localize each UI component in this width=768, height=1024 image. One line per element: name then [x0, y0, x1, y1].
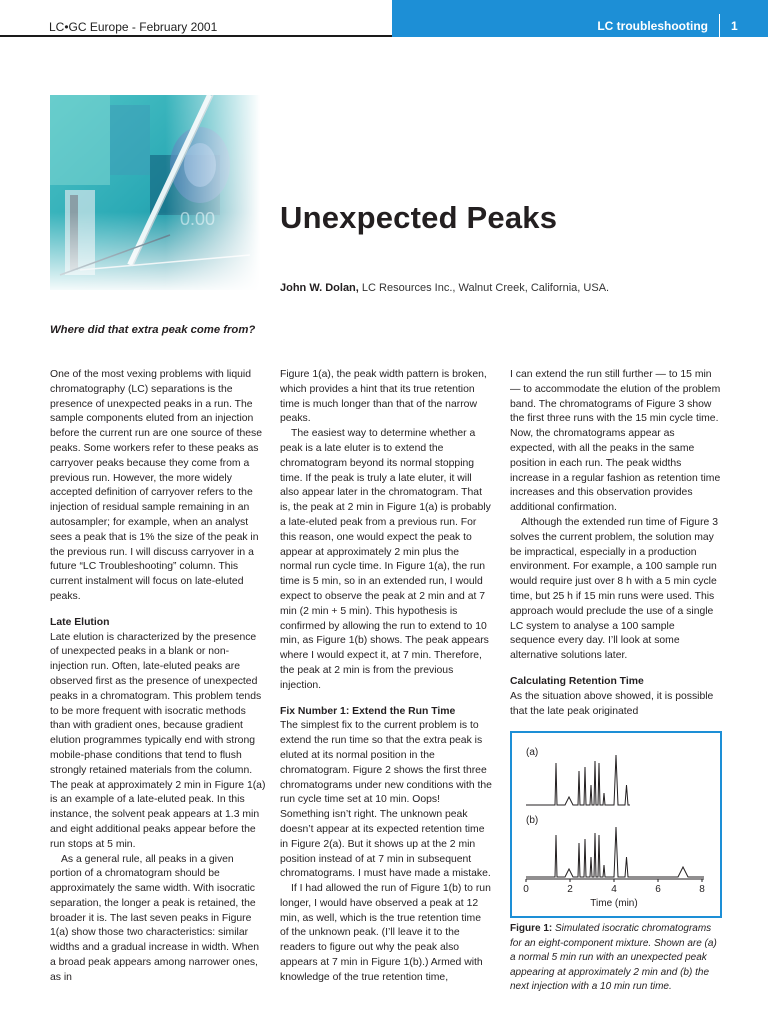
section-heading: Fix Number 1: Extend the Run Time: [280, 705, 456, 717]
page-number: 1: [731, 19, 738, 33]
paragraph: Although the extended run time of Figure 3 solves the current problem, the solution may be impractical, especially in a production environment. For example, a 100 sample run would require just over 8 h with a 5 min cycle time, but 25 h if 15 min runs were used. This approach would preclude the use of a single LC system to analyse a 100 sample sequence every day. I’ll look at some alternative solutions later.: [510, 516, 718, 662]
paragraph: One of the most vexing problems with liquid chromatography (LC) separations is the presence of unexpected peaks in a run. The sample components eluted from an injection before the current run are one source of these peaks. Some workers refer to these peaks as carryover peaks because they come from a previous run. However, the more widely accepted definition of carryover refers to the injection of residual sample remaining in an autosampler; for example, when an analyst sees a peak that is 1% the size of the peak in the previous run. I will discuss carryover in a future “LC Troubleshooting” column. This current instalment will focus on late-eluted peaks.: [50, 369, 262, 602]
caption-text: Simulated isocratic chromatograms for an eight-component mixture. Shown are (a) a normal 5 min run with an unexpected peak appearing at approximately 2 min and (b) the next injection with a 10 min run time.: [510, 923, 717, 992]
paragraph: As a general rule, all peaks in a given portion of a chromatogram should be approximately the same width. With isocratic separation, the longer a peak is retained, the broader it is. The last seven peaks in Figure 1(a) show those two characteristics: similar widths and a gradual increase in width. When a broad peak appears among narrower ones, as in: [50, 853, 260, 983]
section-band: [392, 0, 768, 37]
column-3: [510, 368, 722, 719]
author-line: [280, 282, 609, 294]
journal-issue: LC•GC Europe - February 2001: [49, 20, 218, 34]
x-axis-label: Time (min): [590, 898, 638, 909]
article-lead: Where did that extra peak come from?: [50, 324, 256, 336]
lab-photo-image: [50, 95, 260, 290]
caption-label: Figure 1:: [510, 923, 553, 934]
section-title: LC troubleshooting: [597, 19, 708, 33]
lab-photo: [50, 95, 260, 290]
x-tick-label: 0: [523, 884, 529, 895]
paragraph: Late elution is characterized by the presence of unexpected peaks in a blank or non-injection run. Often, late-eluted peaks are observed first as the presence of unexpected peaks in a chromatogram. This problem tends to be more frequent with isocratic methods than with gradient ones, because gradient elution programmes typically end with strong mobile-phase conditions that tend to flush strongly retained materials from the column. The peak at approximately 2 min in Figure 1(a) is an example of a late-eluted peak. In this instance, the solvent peak appears at 1.3 min and eight additional peaks appear before the run stops at 5 min.: [50, 631, 266, 850]
paragraph: The simplest fix to the current problem is to extend the run time so that the extra peak is eluted at its normal position in the chromatogram. Figure 2 shows the first three chromatograms under new conditions with the run cycle time set at 10 min. Oops! Something isn’t right. The unknown peak doesn’t appear at its expected retention time in Figure 2(a). But it shows up at the 2 min position instead of at 7 min in subsequent chromatograms. I must have made a mistake.: [280, 720, 492, 880]
trace-a: [526, 755, 630, 805]
section-heading: Calculating Retention Time: [510, 675, 644, 687]
paragraph: As the situation above showed, it is possible that the late peak originated: [510, 690, 714, 717]
paragraph: I can extend the run still further — to 15 min — to accommodate the elution of the problem band. The chromatograms of Figure 3 show the first three runs with the 15 min cycle time. Now, the chromatograms appear as expected, with all the peaks in the same position in each run. The peak widths increase in a regular fashion as retention time increases and this observation provides additional confirmation.: [510, 369, 721, 514]
header-divider: [719, 14, 720, 37]
trace-b: [526, 827, 704, 877]
column-2: [280, 368, 492, 986]
paragraph: The easiest way to determine whether a peak is a late eluter is to extend the chromatogram beyond its normal stopping time. If the peak is truly a late eluter, it will also appear later in the chromatogram. That is, the peak at 2 min in Figure 1(a) is probably a late-eluted peak from a previous run. For this reason, one would expect the peak to appear at approximately 2 min plus the normal run cycle time. In Figure 1(a), the run time is 5 min, so in an extended run, I would expect to observe the peak at 2 min and at 7 min (2 min + 5 min). This hypothesis is confirmed by allowing the run to extend to 10 min, as Figure 1(b) shows. The peak appears where I would expect it, at 7 min. Therefore, the peak at 2 min is from the previous injection.: [280, 428, 491, 691]
figure-1: [510, 731, 722, 918]
figure-1-caption: [510, 922, 722, 995]
article-title: Unexpected Peaks: [280, 200, 558, 235]
author-affiliation: LC Resources Inc., Walnut Creek, California, USA.: [361, 282, 610, 294]
figure-1-chromatograms: [512, 733, 720, 916]
column-1: [50, 368, 266, 986]
paragraph: If I had allowed the run of Figure 1(b) to run longer, I would have observed a peak at 12 min, as well, which is the true retention time of the unknown peak. (I’ll leave it to the readers to figure out why the peak also appears at 7 min in Figure 1(b).) Armed with knowledge of the true retention time,: [280, 883, 491, 983]
x-tick-label: 8: [699, 884, 705, 895]
trace-a-label: (a): [526, 747, 539, 758]
paragraph: Figure 1(a), the peak width pattern is broken, which provides a hint that its true retention time is much longer than that of the narrow peaks.: [280, 369, 487, 425]
x-tick-label: 2: [567, 884, 573, 895]
section-heading: Late Elution: [50, 616, 110, 628]
x-tick-label: 6: [655, 884, 661, 895]
trace-b-label: (b): [526, 815, 539, 826]
author-name: John W. Dolan,: [280, 282, 359, 294]
x-tick-label: 4: [611, 884, 617, 895]
